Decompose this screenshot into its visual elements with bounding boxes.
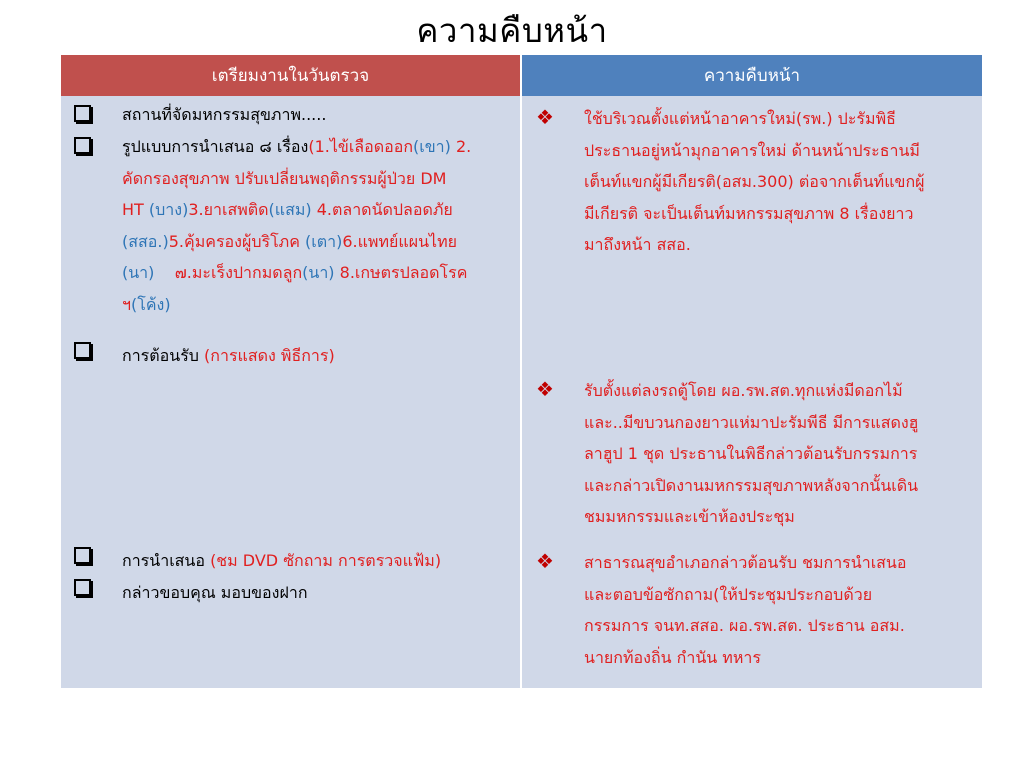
diamond-bullet-icon: ❖: [536, 105, 554, 129]
diamond-bullet-icon: ❖: [536, 549, 554, 573]
thanks-item: กล่าวขอบคุณ มอบของฝาก: [122, 583, 308, 602]
venue-progress-item: ใช้บริเวณตั้งแต่หน้าอาคารใหม่(รพ.) ปะรัมพิธี ประธานอยู่หน้ามุกอาคารใหม่ ด้านหน้าประธานมี เต็นท์แขกผู้มีเกียรติ(อสม.300) ต่อจากเต็นท์แขกผู้ มีเกียรติ จะเป็นเต็นท์มหกรรมสุขภาพ 8 เรื่องยาว มาถึงหน้า สสอ.: [584, 109, 925, 254]
header-progress: ความคืบหน้า: [522, 55, 982, 96]
presentation-format-item: รูปแบบการนำเสนอ ๘ เรื่อง(1.ไข้เลือดออก(เขา) 2. คัดกรองสุขภาพ ปรับเปลี่ยนพฤติกรรมผู้ป่วย DM HT (บาง)3.ยาเสพติด(แสม) 4.ตลาดนัดปลอดภัย (สสอ.)5.คุ้มครองผู้บริโภค (เตา)6.แพทย์แผนไทย (นา) ๗.มะเร็งปากมดลูก(นา) 8.เกษตรปลอดโรค ฯ(โค้ง): [122, 137, 472, 314]
checkbox-icon: [74, 342, 91, 359]
checkbox-icon: [74, 105, 91, 122]
presentation-item: การนำเสนอ (ชม DVD ซักถาม การตรวจแฟ้ม): [122, 551, 442, 570]
checkbox-icon: [74, 579, 91, 596]
checkbox-icon: [74, 137, 91, 154]
column-divider: [520, 96, 522, 688]
venue-item: สถานที่จัดมหกรรมสุขภาพ.....: [122, 105, 327, 124]
page-title: ความคืบหน้า: [416, 11, 608, 50]
presentation-progress-item: สาธารณสุขอำเภอกล่าวต้อนรับ ชมการนำเสนอ และตอบข้อซักถาม(ให้ประชุมประกอบด้วย กรรมการ จนท.สสอ. ผอ.รพ.สต. ประธาน อสม. นายกท้องถิ่น กำนัน ทหาร: [584, 553, 907, 667]
welcome-item: การต้อนรับ (การแสดง พิธีการ): [122, 346, 335, 365]
checkbox-icon: [74, 547, 91, 564]
welcome-progress-item: รับตั้งแต่ลงรถตู้โดย ผอ.รพ.สต.ทุกแห่งมีดอกไม้ และ..มีขบวนกองยาวแห่มาปะรัมพีธี มีการแสดงฮู ลาฮูป 1 ชุด ประธานในพิธีกล่าวต้อนรับกรรมการ และกล่าวเปิดงานมหกรรมสุขภาพหลังจากนั้นเดิน ชมมหกรรมและเข้าห้องประชุม: [584, 381, 919, 526]
diamond-bullet-icon: ❖: [536, 377, 554, 401]
header-preparation: เตรียมงานในวันตรวจ: [61, 55, 520, 96]
